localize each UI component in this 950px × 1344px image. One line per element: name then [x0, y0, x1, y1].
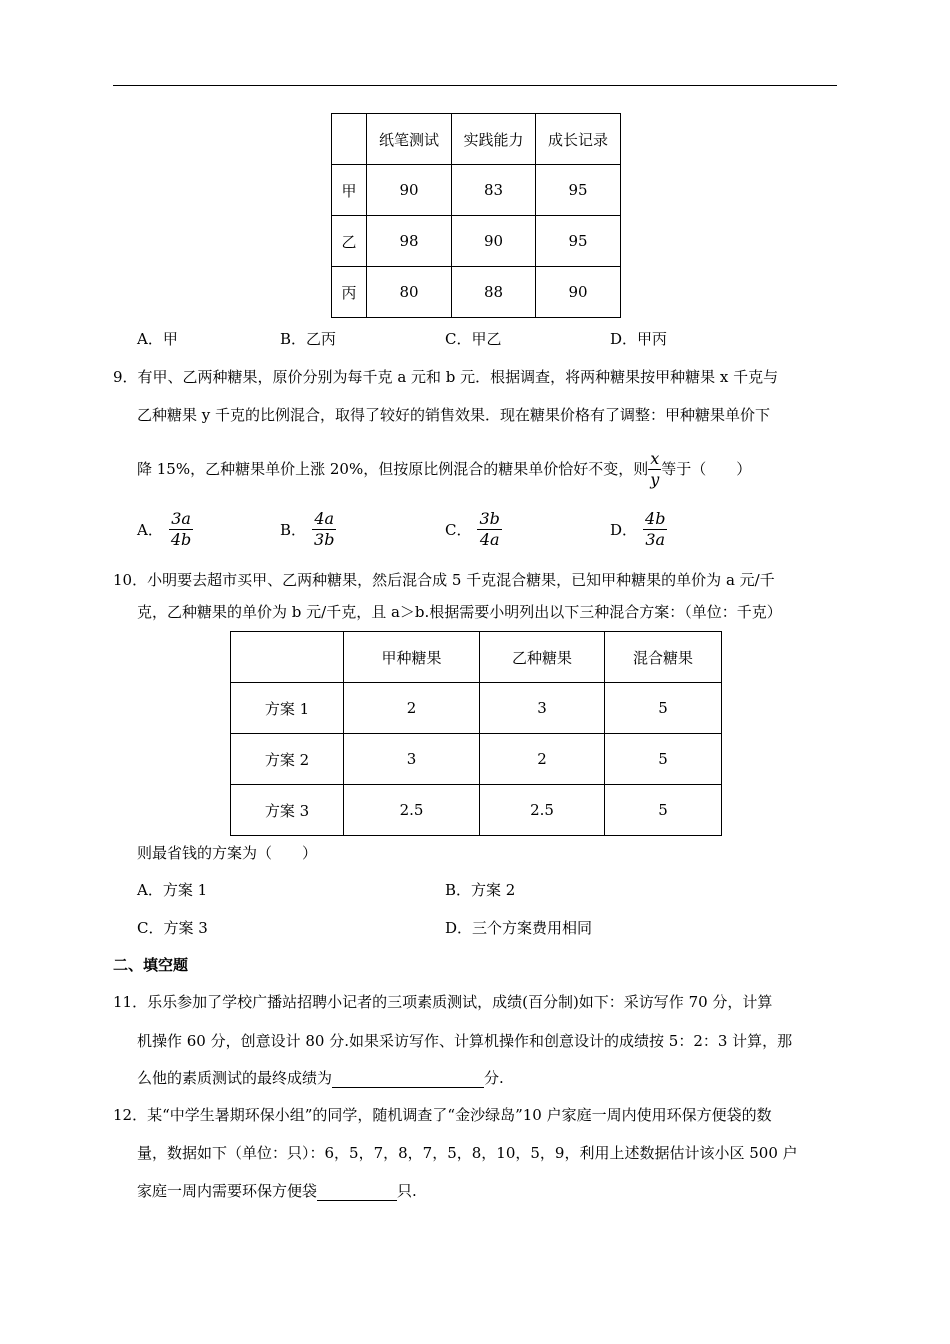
table-cell: 90 [367, 165, 452, 216]
option-fraction [477, 510, 501, 549]
q11-line-1: 11．乐乐参加了学校广播站招聘小记者的三项素质测试，成绩(百分制)如下：采访写作 70 分，计算 [113, 993, 773, 1011]
table-cell: 方案 3 [231, 785, 344, 836]
table-cell: 88 [452, 267, 536, 318]
q8-option-c: C．甲乙 [445, 330, 502, 348]
fraction-numerator: 3b [479, 509, 500, 528]
q12-line-2: 量，数据如下（单位：只）：6，5，7，8，7，5，8，10，5，9，利用上述数据估计该小区 500 户 [137, 1144, 798, 1162]
section-title: 二、填空题 [113, 956, 189, 974]
table-cell: 5 [605, 734, 722, 785]
option-fraction [169, 510, 193, 549]
table-cell: 方案 1 [231, 683, 344, 734]
table-cell: 2.5 [344, 785, 480, 836]
q9-option-b [280, 510, 336, 549]
q8-option-b: B．乙丙 [280, 330, 337, 348]
table-cell: 90 [452, 216, 536, 267]
q9-line-2: 乙种糖果 y 千克的比例混合，取得了较好的销售效果．现在糖果价格有了调整：甲种糖果单价下 [137, 406, 771, 424]
table-header-row [231, 632, 722, 683]
fraction-denominator: y [650, 469, 660, 489]
table-row [231, 683, 722, 734]
option-fraction [643, 510, 667, 549]
q10-option-a: A．方案 1 [137, 881, 208, 899]
table-cell: 2 [480, 734, 605, 785]
table-cell [231, 632, 344, 683]
fraction-denominator: 3b [314, 530, 335, 549]
table-cell: 95 [536, 165, 621, 216]
table-cell: 5 [605, 683, 722, 734]
score-table [331, 113, 621, 318]
q10-option-b: B．方案 2 [445, 881, 516, 899]
fraction-numerator: 4b [645, 509, 666, 528]
fraction-denominator: 3a [645, 530, 666, 549]
table-cell: 90 [536, 267, 621, 318]
q11-line-3 [137, 1068, 504, 1088]
q11-line-3-text: 么他的素质测试的最终成绩为 [137, 1069, 333, 1087]
answer-blank[interactable] [332, 1069, 484, 1088]
q10-option-d: D．三个方案费用相同 [445, 919, 593, 937]
fraction-numerator: x [650, 448, 660, 468]
table-cell: 甲 [332, 165, 367, 216]
q12-line-3-text: 家庭一周内需要环保方便袋 [137, 1182, 318, 1200]
q8-option-a: A．甲 [137, 330, 178, 348]
table-cell: 丙 [332, 267, 367, 318]
q11-line-2: 机操作 60 分，创意设计 80 分.如果采访写作、计算机操作和创意设计的成绩按 5：2：3 计算，那 [137, 1032, 793, 1050]
option-label: D． [610, 521, 638, 539]
q10-line-2: 克，乙种糖果的单价为 b 元/千克，且 a＞b.根据需要小明列出以下三种混合方案：（单位：千克） [137, 603, 782, 621]
fraction-numerator: 3a [171, 509, 191, 528]
q9-line-3 [137, 446, 751, 492]
table-row [231, 785, 722, 836]
table-cell: 乙 [332, 216, 367, 267]
table-cell: 实践能力 [452, 114, 536, 165]
fraction-denominator: 4b [170, 530, 192, 549]
option-label: C． [445, 521, 472, 539]
table-cell: 混合糖果 [605, 632, 722, 683]
table-cell: 5 [605, 785, 722, 836]
q9-line-1: 9．有甲、乙两种糖果，原价分别为每千克 a 元和 b 元．根据调查，将两种糖果按甲种糖果 x 千克与 [113, 368, 779, 386]
table-cell: 95 [536, 216, 621, 267]
fraction-numerator: 4a [314, 509, 335, 528]
table-cell: 80 [367, 267, 452, 318]
table-header-row [332, 114, 621, 165]
table-cell: 乙种糖果 [480, 632, 605, 683]
q9-option-c [445, 510, 502, 549]
table-cell: 3 [344, 734, 480, 785]
answer-blank[interactable] [317, 1182, 397, 1201]
table-cell: 甲种糖果 [344, 632, 480, 683]
q10-line-1: 10．小明要去超市买甲、乙两种糖果，然后混合成 5 千克混合糖果，已知甲种糖果的单价为 a 元/千 [113, 571, 775, 589]
table-row [332, 267, 621, 318]
table-cell: 2.5 [480, 785, 605, 836]
option-fraction [312, 510, 336, 549]
table-cell: 成长记录 [536, 114, 621, 165]
table-cell [332, 114, 367, 165]
table-cell: 纸笔测试 [367, 114, 452, 165]
q12-line-1: 12．某“中学生暑期环保小组”的同学，随机调查了“金沙绿岛”10 户家庭一周内使用环保方便袋的数 [113, 1106, 772, 1124]
table-row [332, 216, 621, 267]
table-row [231, 734, 722, 785]
table-cell: 98 [367, 216, 452, 267]
table-cell: 方案 2 [231, 734, 344, 785]
option-label: A． [137, 521, 163, 539]
q10-option-c: C．方案 3 [137, 919, 208, 937]
table-cell: 3 [480, 683, 605, 734]
q10-question: 则最省钱的方案为（ ） [137, 844, 318, 862]
q9-line-3-tail: 等于（ ） [661, 460, 752, 478]
table-cell: 2 [344, 683, 480, 734]
mix-plan-table [230, 631, 722, 836]
table-row [332, 165, 621, 216]
header-rule [113, 85, 837, 86]
q12-line-3-tail: 只. [397, 1182, 417, 1200]
q9-fraction [648, 450, 661, 489]
q8-option-d: D．甲丙 [610, 330, 668, 348]
table-cell: 83 [452, 165, 536, 216]
q11-line-3-tail: 分. [484, 1069, 504, 1087]
q9-line-3-text: 降 15%，乙种糖果单价上涨 20%，但按原比例混合的糖果单价恰好不变，则 [137, 460, 649, 478]
q9-option-d [610, 510, 667, 549]
option-label: B． [280, 521, 307, 539]
q9-option-a [137, 510, 193, 549]
q12-line-3 [137, 1181, 417, 1201]
fraction-denominator: 4a [479, 530, 500, 549]
